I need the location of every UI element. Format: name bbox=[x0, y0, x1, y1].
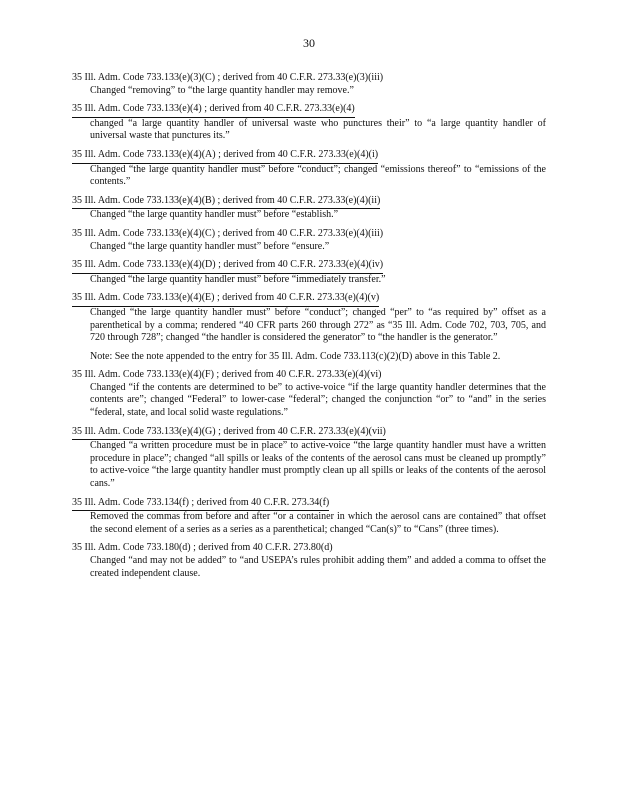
list-item bbox=[72, 72, 546, 97]
entry-heading bbox=[72, 149, 546, 164]
entry-heading bbox=[72, 497, 546, 512]
entry-body: Changed “if the contents are determined to be” to active-voice “if the large quantity handler determines that the contents are”; changed “Federal” to lower-case “federal”; changed the conjunction “or” to “and” in the series “federal, state, and local solid waste regulations.” bbox=[90, 381, 546, 419]
entry-heading bbox=[72, 72, 546, 85]
entry-heading-text: 35 Ill. Adm. Code 733.133(e)(4)(E) ; derived from 40 C.F.R. 273.33(e)(4)(v) bbox=[72, 292, 379, 307]
entry-heading-text: 35 Ill. Adm. Code 733.133(e)(4)(C) ; derived from 40 C.F.R. 273.33(e)(4)(iii) bbox=[72, 227, 384, 239]
entry-heading-text: 35 Ill. Adm. Code 733.133(e)(4)(G) ; derived from 40 C.F.R. 273.33(e)(4)(vii) bbox=[72, 426, 386, 441]
list-item bbox=[72, 426, 546, 491]
list-item bbox=[72, 292, 546, 363]
list-item bbox=[72, 542, 546, 580]
entry-body: Changed “the large quantity handler must” before “ensure.” bbox=[90, 240, 330, 252]
list-item bbox=[72, 497, 546, 537]
page-number: 30 bbox=[303, 36, 315, 50]
entry-heading-text: 35 Ill. Adm. Code 733.133(e)(4)(F) ; derived from 40 C.F.R. 273.33(e)(4)(vi) bbox=[72, 369, 382, 381]
entry-body: changed “a large quantity handler of universal waste who punctures their” to “a large quantity handler of universal waste that punctures its.” bbox=[90, 117, 546, 142]
entry-heading bbox=[72, 292, 546, 307]
list-item bbox=[72, 228, 546, 253]
entry-heading-text: 35 Ill. Adm. Code 733.133(e)(3)(C) ; derived from 40 C.F.R. 273.33(e)(3)(iii) bbox=[72, 72, 384, 83]
entry-heading bbox=[72, 259, 546, 274]
entry-body: Changed “the large quantity handler must” before “conduct”; changed “per” to “as required by” offset as a parenthetical by a comma; rendered “40 CFR parts 260 through 272” as “35 Ill. Adm. Code 702, 703, 705, and 720 through 728”; changed “the handler is considered the generator” to “the handler is the generator.” bbox=[90, 306, 546, 344]
entry-body: Changed “and may not be added” to “and USEPA’s rules prohibit adding them” and added a comma to offset the created independent clause. bbox=[90, 555, 546, 579]
entry-heading-text: 35 Ill. Adm. Code 733.133(e)(4)(D) ; derived from 40 C.F.R. 273.33(e)(4)(iv) bbox=[72, 259, 383, 274]
entry-heading-text: 35 Ill. Adm. Code 733.133(e)(4)(B) ; derived from 40 C.F.R. 273.33(e)(4)(ii) bbox=[72, 195, 380, 210]
list-item bbox=[72, 149, 546, 189]
entry-body: Changed “the large quantity handler must” before “conduct”; changed “emissions thereof” to “emissions of the contents.” bbox=[90, 163, 546, 188]
list-item bbox=[72, 103, 546, 143]
entry-heading bbox=[72, 542, 546, 555]
entry-heading bbox=[72, 195, 546, 210]
entry-list bbox=[72, 72, 546, 586]
list-item bbox=[72, 195, 546, 222]
entry-heading-text: 35 Ill. Adm. Code 733.180(d) ; derived from 40 C.F.R. 273.80(d) bbox=[72, 542, 333, 554]
entry-heading bbox=[72, 103, 546, 118]
entry-body: Changed “a written procedure must be in place” to active-voice “the large quantity handler must have a written procedure in place”; changed “all spills or leaks of the contents of the aerosol cans must be cleaned up promptly” to active-voice “the large quantity handler must promptly clean up all spills or leaks of the contents of the aerosol cans.” bbox=[90, 440, 546, 490]
entry-body: Changed “the large quantity handler must” before “establish.” bbox=[90, 209, 339, 221]
entry-body: Changed “removing” to “the large quantity handler may remove.” bbox=[90, 84, 354, 96]
entry-note: Note: See the note appended to the entry for 35 Ill. Adm. Code 733.113(c)(2)(D) above in this Table 2. bbox=[90, 350, 501, 362]
entry-body: Changed “the large quantity handler must” before “immediately transfer.” bbox=[90, 273, 386, 285]
entry-heading bbox=[72, 369, 546, 382]
list-item bbox=[72, 369, 546, 419]
list-item bbox=[72, 259, 546, 286]
entry-heading bbox=[72, 426, 546, 441]
entry-heading-text: 35 Ill. Adm. Code 733.133(e)(4) ; derived from 40 C.F.R. 273.33(e)(4) bbox=[72, 103, 355, 118]
entry-heading bbox=[72, 228, 546, 241]
entry-heading-text: 35 Ill. Adm. Code 733.134(f) ; derived from 40 C.F.R. 273.34(f) bbox=[72, 497, 329, 512]
entry-heading-text: 35 Ill. Adm. Code 733.133(e)(4)(A) ; derived from 40 C.F.R. 273.33(e)(4)(i) bbox=[72, 149, 378, 164]
entry-body: Removed the commas from before and after “or a container in which the aerosol cans are contained” that offset the second element of a series as a series as a parenthetical; changed “Can(s)” to “Cans” (three times). bbox=[90, 511, 546, 535]
